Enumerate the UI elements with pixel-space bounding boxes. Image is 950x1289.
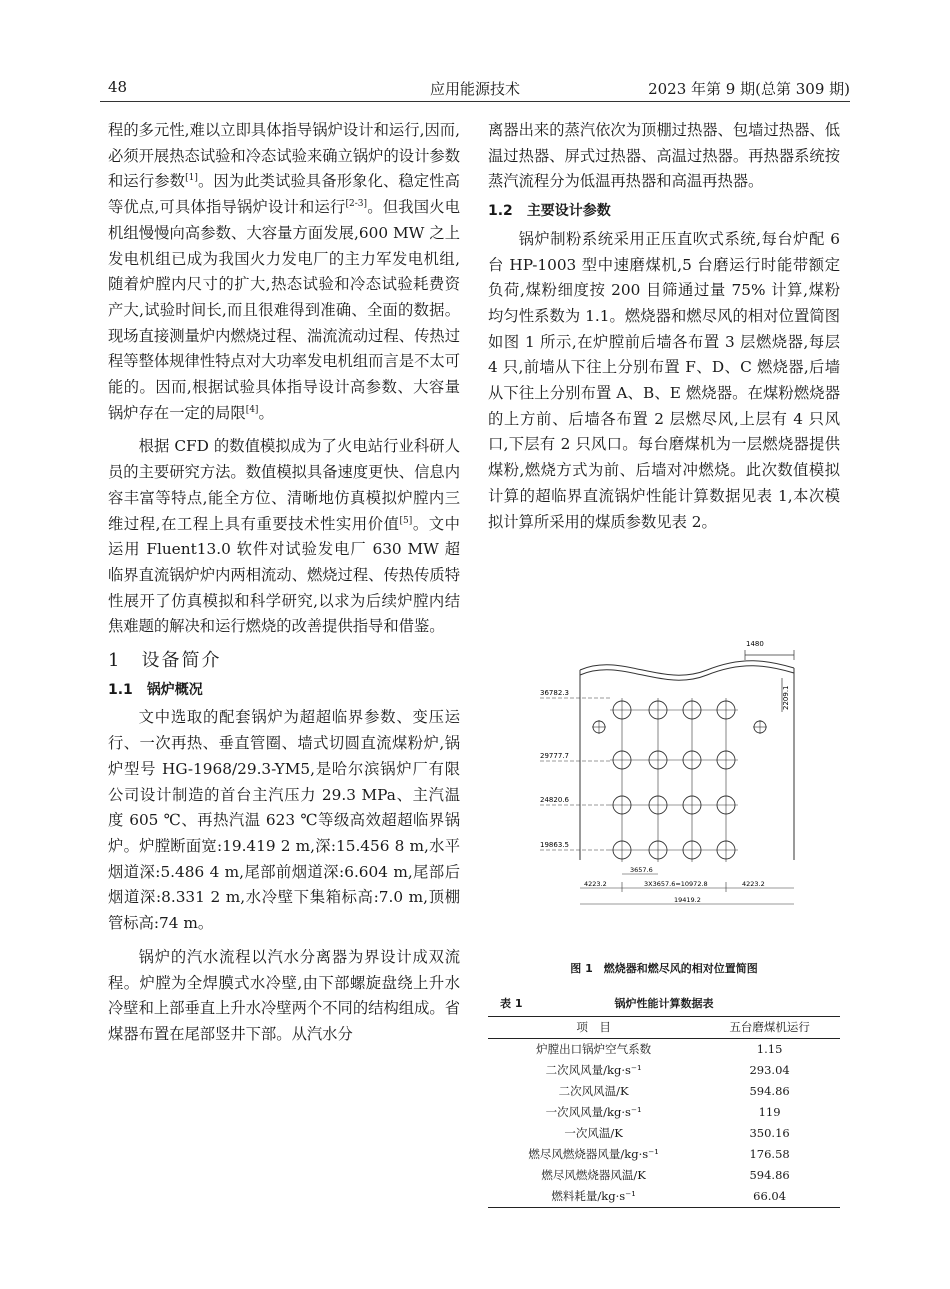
- left-column: [108, 118, 460, 1048]
- dim-left: 4223.2: [584, 880, 607, 888]
- boiler-performance-table: [488, 1016, 840, 1208]
- table-row: 一次风风量/kg·s⁻¹ 119: [545, 1105, 781, 1119]
- level-label: 19863.5: [540, 841, 569, 849]
- burner-circles: [593, 701, 766, 859]
- table-row: 二次风风量/kg·s⁻¹ 293.04: [545, 1063, 790, 1077]
- level-label: 36782.3: [540, 689, 569, 697]
- citation: [2-3]: [345, 199, 368, 210]
- table-header: 五台磨煤机运行: [699, 1017, 840, 1039]
- table-title: [488, 995, 840, 1011]
- level-label: 24820.6: [540, 796, 569, 804]
- burner-layout-figure: [532, 630, 832, 920]
- section-heading-1-2: 1.2 主要设计参数: [488, 203, 611, 220]
- table-row: 炉膛出口锅炉空气系数 1.15: [536, 1042, 783, 1056]
- page-header: [100, 76, 850, 102]
- dim-middle: 3X3657.6=10972.8: [644, 880, 708, 888]
- page-number: 48: [108, 78, 128, 96]
- table-row: 燃尽风燃烧器风温/K 594.86: [541, 1168, 790, 1182]
- dim-right-bottom: 4223.2: [742, 880, 765, 888]
- paragraph-6: 锅炉制粉系统采用正压直吹式系统,每台炉配 6 台 HP-1003 型中速磨煤机,5 台磨运行时能带额定负荷,煤粉细度按 200 目筛通过量 75% 计算,煤粉均匀性系数为 1.1。燃烧器和燃尽风的相对位置简图如图 1 所示,在炉膛前后墙各布置 3 层燃烧器,每层 4 只,前墙从下往上分别布置 F、D、C 燃烧器,后墙从下往上分别布置 A、B、E 燃烧器。在煤粉燃烧器的上方前、后墙各布置 2 层燃尽风,上层有 4 只风口,下层有 2 只风口。每台磨煤机为一层燃烧器提供煤粉,燃烧方式为前、后墙对冲燃烧。此次数值模拟计算的超临界直流锅炉性能计算数据见表 1,本次模拟计算所采用的煤质参数见表 2。: [488, 229, 840, 531]
- citation: [1]: [185, 173, 198, 184]
- right-column: [488, 118, 840, 535]
- dim-top: 1480: [746, 640, 764, 648]
- header-rule: [100, 101, 850, 102]
- dim-pitch: 3657.6: [630, 866, 653, 874]
- table-row: 燃料耗量/kg·s⁻¹ 66.04: [488, 1186, 840, 1208]
- table-header: 项 目: [488, 1017, 699, 1039]
- table-row: 燃尽风燃烧器风量/kg·s⁻¹ 176.58: [528, 1147, 790, 1161]
- dim-total: 19419.2: [674, 896, 701, 904]
- issue-info: 2023 年第 9 期(总第 309 期): [648, 80, 850, 98]
- burner-crosshairs: [592, 698, 767, 862]
- section-heading-1-1: 1.1 锅炉概况: [108, 681, 203, 698]
- citation: [4]: [245, 404, 259, 415]
- burner-layout-diagram: [532, 630, 832, 920]
- paragraph-5: 离器出来的蒸汽依次为顶棚过热器、包墙过热器、低温过热器、屏式过热器、高温过热器。再热器系统按蒸汽流程分为低温再热器和高温再热器。: [488, 121, 840, 191]
- citation: [5]: [399, 515, 413, 526]
- table-name: 锅炉性能计算数据表: [614, 997, 714, 1010]
- table-number: 表 1: [500, 997, 523, 1010]
- paragraph-4: 锅炉的汽水流程以汽水分离器为界设计成双流程。炉膛为全焊膜式水冷壁,由下部螺旋盘绕上升水冷壁和上部垂直上升水冷壁两个不同的结构组成。省煤器布置在尾部竖井下部。从汽水分: [108, 947, 460, 1043]
- dim-right: 2209.1: [782, 685, 790, 710]
- figure-caption: 图 1 燃烧器和燃尽风的相对位置简图: [570, 962, 758, 975]
- level-label: 29777.7: [540, 752, 569, 760]
- table-row: 一次风温/K 350.16: [564, 1126, 790, 1140]
- paragraph-3: 文中选取的配套锅炉为超超临界参数、变压运行、一次再热、垂直管圈、墙式切圆直流煤粉炉,锅炉型号 HG-1968/29.3-YM5,是哈尔滨锅炉厂有限公司设计制造的首台主汽压力 29.3 MPa、主汽温度 605 ℃、再热汽温 623 ℃等级高效超超临界锅炉。炉膛断面宽:19.419 2 m,深:15.456 8 m,水平烟道深:5.486 4 m,尾部前烟道深:6.604 m,尾部后烟道深:8.331 2 m,水冷壁下集箱标高:7.0 m,顶棚管标高:74 m。: [108, 708, 460, 933]
- paragraph-1: 程的多元性,难以立即具体指导锅炉设计和运行,因而,必须开展热态试验和冷态试验来确立锅炉的设计参数和运行参数[1]。因为此类试验具备形象化、稳定性高等优点,可具体指导锅炉设计和运行[2-3]。但我国火电机组慢慢向高参数、大容量方面发展,600 MW 之上发电机组已成为我国火力发电厂的主力军发电机组,随着炉膛内尺寸的扩大,热态试验和冷态试验耗费资产大,试验时间长,而且很难得到准确、全面的数据。现场直接测量炉内燃烧过程、湍流流动过程、传热过程等整体规律性特点对大功率发电机组而言是不太可能的。因而,根据试验具体指导设计高参数、大容量锅炉存在一定的局限[4]。: [108, 121, 460, 422]
- journal-name: 应用能源技术: [429, 80, 520, 98]
- paragraph-2: 根据 CFD 的数值模拟成为了火电站行业科研人员的主要研究方法。数值模拟具备速度更快、信息内容丰富等特点,能全方位、清晰地仿真模拟炉膛内三维过程,在工程上具有重要技术性实用价值[5]。文中运用 Fluent13.0 软件对试验发电厂 630 MW 超临界直流锅炉炉内两相流动、燃烧过程、传热传质特性展开了仿真模拟和科学研究,以求为后续炉膛内结焦难题的解决和运行燃烧的改善提供指导和借鉴。: [108, 437, 460, 636]
- section-heading-1: 1 设备简介: [108, 650, 222, 672]
- table-row: 二次风风温/K 594.86: [558, 1084, 790, 1098]
